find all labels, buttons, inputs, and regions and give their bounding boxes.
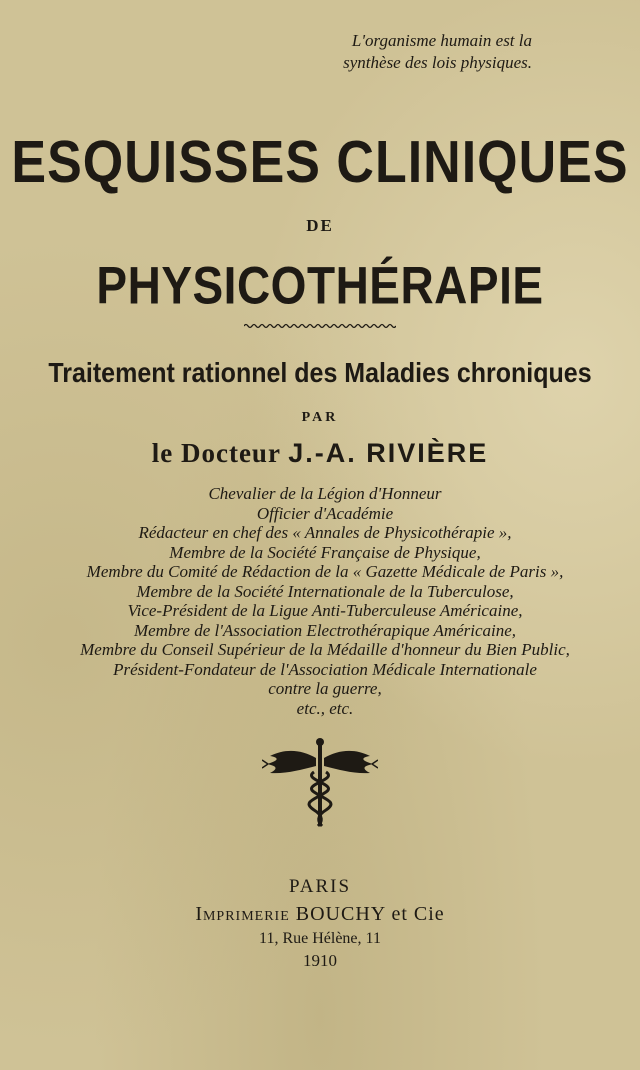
imprint-printer: [0, 903, 640, 926]
author-title-line: Vice-Président de la Ligue Anti-Tuberculeuse Américaine,: [127, 601, 523, 620]
author-title-line: Membre du Conseil Supérieur de la Médaille d'honneur du Bien Public,: [80, 640, 570, 659]
epigraph-line: L'organisme humain est la: [351, 31, 532, 50]
by-label: PAR: [301, 410, 339, 425]
epigraph-line: synthèse des lois physiques.: [343, 53, 532, 72]
imprint-address: 11, Rue Hélène, 11: [259, 930, 381, 947]
winged-caduceus-icon: [262, 736, 378, 832]
author-line: [0, 438, 640, 469]
author-prefix: le Docteur: [151, 438, 281, 468]
subtitle: Traitement rationnel des Maladies chroniques: [48, 358, 592, 389]
author-title-line: etc., etc.: [296, 698, 354, 718]
imprint-city: PARIS: [288, 876, 352, 897]
title-connector: DE: [306, 216, 334, 235]
author-title-line: Président-Fondateur de l'Association Médicale Internationale: [113, 659, 537, 679]
author-title-line: Membre de la Société Internationale de la Tuberculose,: [136, 581, 514, 601]
author-title-line: Chevalier de la Légion d'Honneur: [208, 484, 442, 503]
author-title-line: Membre de la Société Française de Physique,: [169, 542, 481, 562]
author-title-line: Officier d'Académie: [256, 503, 394, 523]
author-title-line: Membre du Comité de Rédaction de la « Gazette Médicale de Paris »,: [86, 562, 564, 581]
title-secondary: PHYSICOTHÉRAPIE: [96, 255, 544, 315]
printer-name: BOUCHY et Cie: [295, 903, 445, 925]
title-main: ESQUISSES CLINIQUES: [11, 129, 629, 196]
author-title-line: contre la guerre,: [268, 679, 382, 698]
printer-prefix: Imprimerie: [195, 903, 290, 925]
imprint-year: 1910: [303, 951, 337, 970]
author-name: J.-A. RIVIÈRE: [288, 438, 489, 468]
author-titles: [30, 484, 620, 718]
author-title-line: Rédacteur en chef des « Annales de Physicothérapie »,: [138, 523, 512, 542]
wavy-rule-ornament: [244, 322, 396, 330]
epigraph: [343, 30, 532, 74]
author-title-line: Membre de l'Association Electrothérapique Américaine,: [133, 620, 517, 640]
